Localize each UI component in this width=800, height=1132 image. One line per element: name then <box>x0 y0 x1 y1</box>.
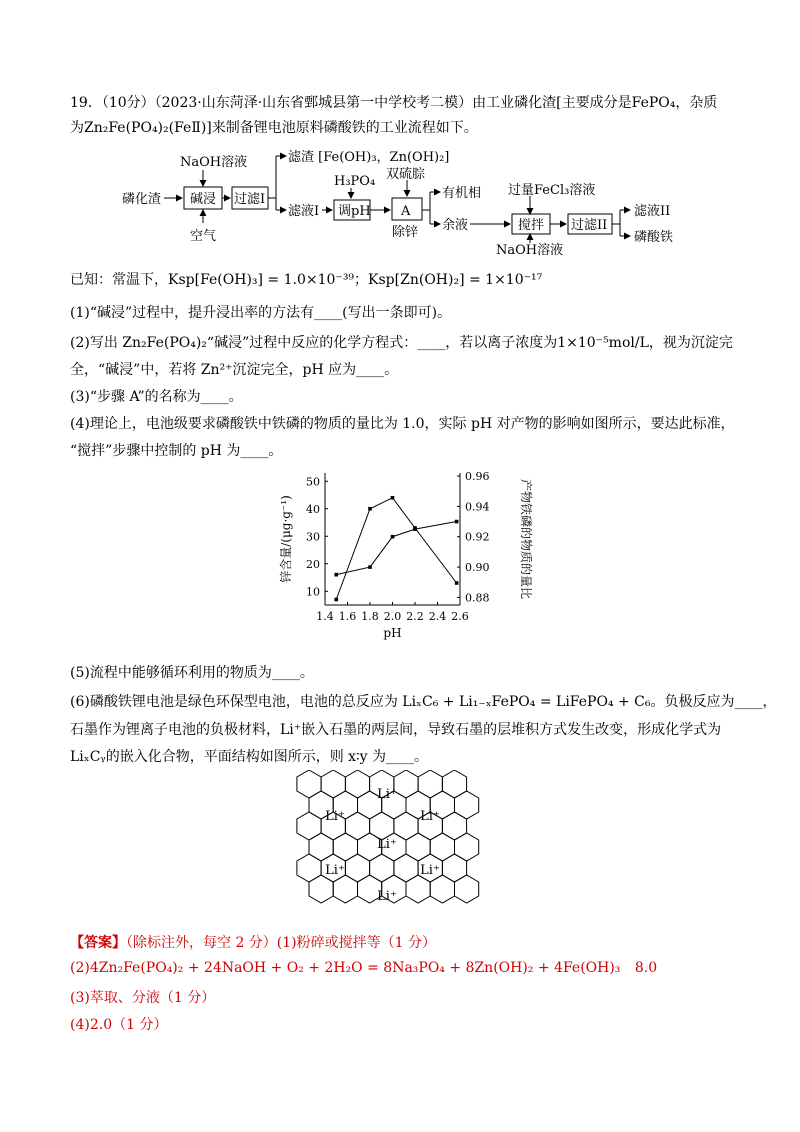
hexagon <box>406 875 430 903</box>
left-tick-label: 30 <box>306 530 320 544</box>
series-point-left <box>368 507 372 511</box>
x-tick-label: 2.4 <box>428 610 447 623</box>
flow-diagram <box>100 148 720 256</box>
flow-filtrate1: 滤液I <box>288 204 320 219</box>
hexagon <box>394 812 418 840</box>
li-ion-label: Li⁺ <box>325 809 345 824</box>
flow-adjust-ph: 调pH <box>338 204 371 219</box>
hexagon <box>309 833 333 861</box>
left-tick-label: 50 <box>306 475 320 489</box>
flow-naoh-top: NaOH溶液 <box>180 155 248 170</box>
answer-text-1: （除标注外，每空 2 分）(1)粉碎或搅拌等（1 分） <box>126 935 436 951</box>
sub-question-6-b: 石墨作为锂离子电池的负极材料，Li⁺嵌入石墨的两层间，导致石墨的层堆积方式发生改变，形成化学式为 <box>70 722 722 738</box>
answer-line-4: (4)2.0（1 分） <box>70 1017 168 1033</box>
left-tick-label: 20 <box>306 557 320 571</box>
answer-line-3: (3)萃取、分液（1 分） <box>70 990 216 1006</box>
hexagon <box>394 854 418 882</box>
series-point-left <box>391 496 395 500</box>
hexagon <box>455 791 479 819</box>
flow-fecl3: 过量FeCl₃溶液 <box>508 183 596 198</box>
hexagon <box>442 854 466 882</box>
series-point-right <box>368 565 372 569</box>
x-tick-label: 1.6 <box>338 610 357 623</box>
li-ion-label: Li⁺ <box>420 863 440 878</box>
answer-ph-value: 8.0 <box>634 960 658 976</box>
hexagon <box>333 833 357 861</box>
ph-chart <box>270 455 560 655</box>
sub-question-2-b: 全，“碱浸”中，若将 Zn²⁺沉淀完全，pH 应为____。 <box>70 362 399 378</box>
question-line-1: 19．（10分）（2023·山东菏泽·山东省鄄城县第一中学校考二模）由工业磷化渣[主要成分是FePO₄，杂质 <box>70 95 718 111</box>
series-point-left <box>455 581 459 585</box>
li-ion-label: Li⁺ <box>325 863 345 878</box>
known-info: 已知：常温下，Ksp[Fe(OH)₃] = 1.0×10⁻³⁹；Ksp[Zn(OH)₂] = 1×10⁻¹⁷ <box>70 272 543 288</box>
series-point-right <box>334 573 338 577</box>
flow-h3po4: H₃PO₄ <box>334 174 376 189</box>
hexagon <box>297 770 321 798</box>
answer-line-2 <box>70 958 657 978</box>
li-ion-label: Li⁺ <box>420 809 440 824</box>
hexagon <box>345 770 369 798</box>
right-tick-label: 0.92 <box>465 530 490 544</box>
hexagon <box>309 875 333 903</box>
flow-residue1: 滤渣 [Fe(OH)₃，Zn(OH)₂] <box>288 150 450 165</box>
sub-question-6-a: (6)磷酸铁锂电池是绿色环保型电池，电池的总反应为 LiₓC₆ + Li₁₋ₓFePO₄ = LiFePO₄ + C₆。负极反应为____， <box>70 694 777 710</box>
li-ion-label: Li⁺ <box>377 837 397 852</box>
right-tick-label: 0.94 <box>465 500 490 514</box>
hexagon <box>394 770 418 798</box>
flow-dezinc: 除锌 <box>392 225 419 240</box>
sub-question-2-a: (2)写出 Zn₂Fe(PO₄)₂“碱浸”过程中反应的化学方程式：____，若以离子浓度为1×10⁻⁵mol/L，视为沉淀完 <box>70 335 733 351</box>
right-tick-label: 0.88 <box>465 591 490 605</box>
series-line-left <box>336 498 456 600</box>
sub-question-4-b: “搅拌”步骤中控制的 pH 为____。 <box>70 443 283 459</box>
flow-organic: 有机相 <box>442 186 482 201</box>
hexagon <box>418 770 442 798</box>
answer-tag: 【答案】 <box>70 935 126 951</box>
hexagon <box>430 875 454 903</box>
flow-air: 空气 <box>190 229 217 244</box>
x-tick-label: 2.0 <box>383 610 402 623</box>
flow-product: 磷酸铁 <box>634 230 674 245</box>
x-axis-label: pH <box>383 626 402 640</box>
flow-leach: 碱浸 <box>190 192 217 207</box>
left-tick-label: 40 <box>306 502 320 516</box>
li-ion-label: Li⁺ <box>377 889 397 904</box>
hexagon <box>370 812 394 840</box>
sub-question-3: (3)“步骤 A”的名称为____。 <box>70 389 243 405</box>
answer-line-1 <box>70 933 436 953</box>
right-tick-label: 0.96 <box>465 470 490 484</box>
hexagon <box>321 770 345 798</box>
hexagon <box>430 833 454 861</box>
flow-step-a: A <box>401 204 411 219</box>
flow-remain: 余液 <box>442 218 469 233</box>
right-axis-label: 产物铁磷的物质的量比 <box>519 478 533 600</box>
series-line-right <box>336 522 456 575</box>
right-tick-label: 0.90 <box>465 561 490 575</box>
graphite-intercalation-diagram <box>295 770 505 920</box>
hexagon <box>345 812 369 840</box>
hexagon <box>442 812 466 840</box>
hexagon <box>345 854 369 882</box>
question-line-2: 为Zn₂Fe(PO₄)₂(FeⅡ)]来制备锂电池原料磷酸铁的工业流程如下。 <box>70 120 478 136</box>
sub-question-5: (5)流程中能够循环利用的物质为____。 <box>70 665 314 681</box>
x-tick-label: 2.2 <box>406 610 424 623</box>
li-ion-label: Li⁺ <box>377 787 397 802</box>
sub-question-6-c: LiₓCᵧ的嵌入化合物，平面结构如图所示，则 x∶y 为____。 <box>70 749 429 765</box>
flow-filter1: 过滤I <box>234 192 266 207</box>
series-point-left <box>334 598 338 602</box>
flow-start: 磷化渣 <box>122 192 162 207</box>
answer-equation: (2)4Zn₂Fe(PO₄)₂ + 24NaOH + O₂ + 2H₂O = 8Na₃PO₄ + 8Zn(OH)₂ + 4Fe(OH)₃ <box>70 960 621 976</box>
series-point-right <box>455 520 459 524</box>
hexagon <box>297 854 321 882</box>
flow-reagent-a: 双硫腙 <box>386 167 426 182</box>
sub-question-1: (1)“碱浸”过程中，提升浸出率的方法有____(写出一条即可)。 <box>70 305 452 321</box>
sub-question-4-a: (4)理论上，电池级要求磷酸铁中铁磷的物质的量比为 1.0，实际 pH 对产物的影响如图所示，要达此标准， <box>70 416 735 432</box>
x-tick-label: 2.6 <box>451 610 469 623</box>
left-axis-label: 锌含量/(μg·g⁻¹) <box>279 495 293 583</box>
hexagon <box>333 875 357 903</box>
hexagon <box>442 770 466 798</box>
x-tick-label: 1.8 <box>361 610 379 623</box>
flow-filtrate2: 滤液II <box>634 204 671 219</box>
left-tick-label: 10 <box>306 585 320 599</box>
hexagon <box>297 812 321 840</box>
hexagon <box>406 833 430 861</box>
flow-stir: 搅拌 <box>518 218 545 233</box>
series-point-right <box>391 535 395 539</box>
flow-naoh-bottom: NaOH溶液 <box>496 243 564 256</box>
series-point-right <box>413 527 417 531</box>
hexagon <box>370 854 394 882</box>
x-tick-label: 1.4 <box>316 610 334 623</box>
hexagon <box>455 875 479 903</box>
hexagon <box>455 833 479 861</box>
flow-filter2: 过滤II <box>571 218 608 233</box>
